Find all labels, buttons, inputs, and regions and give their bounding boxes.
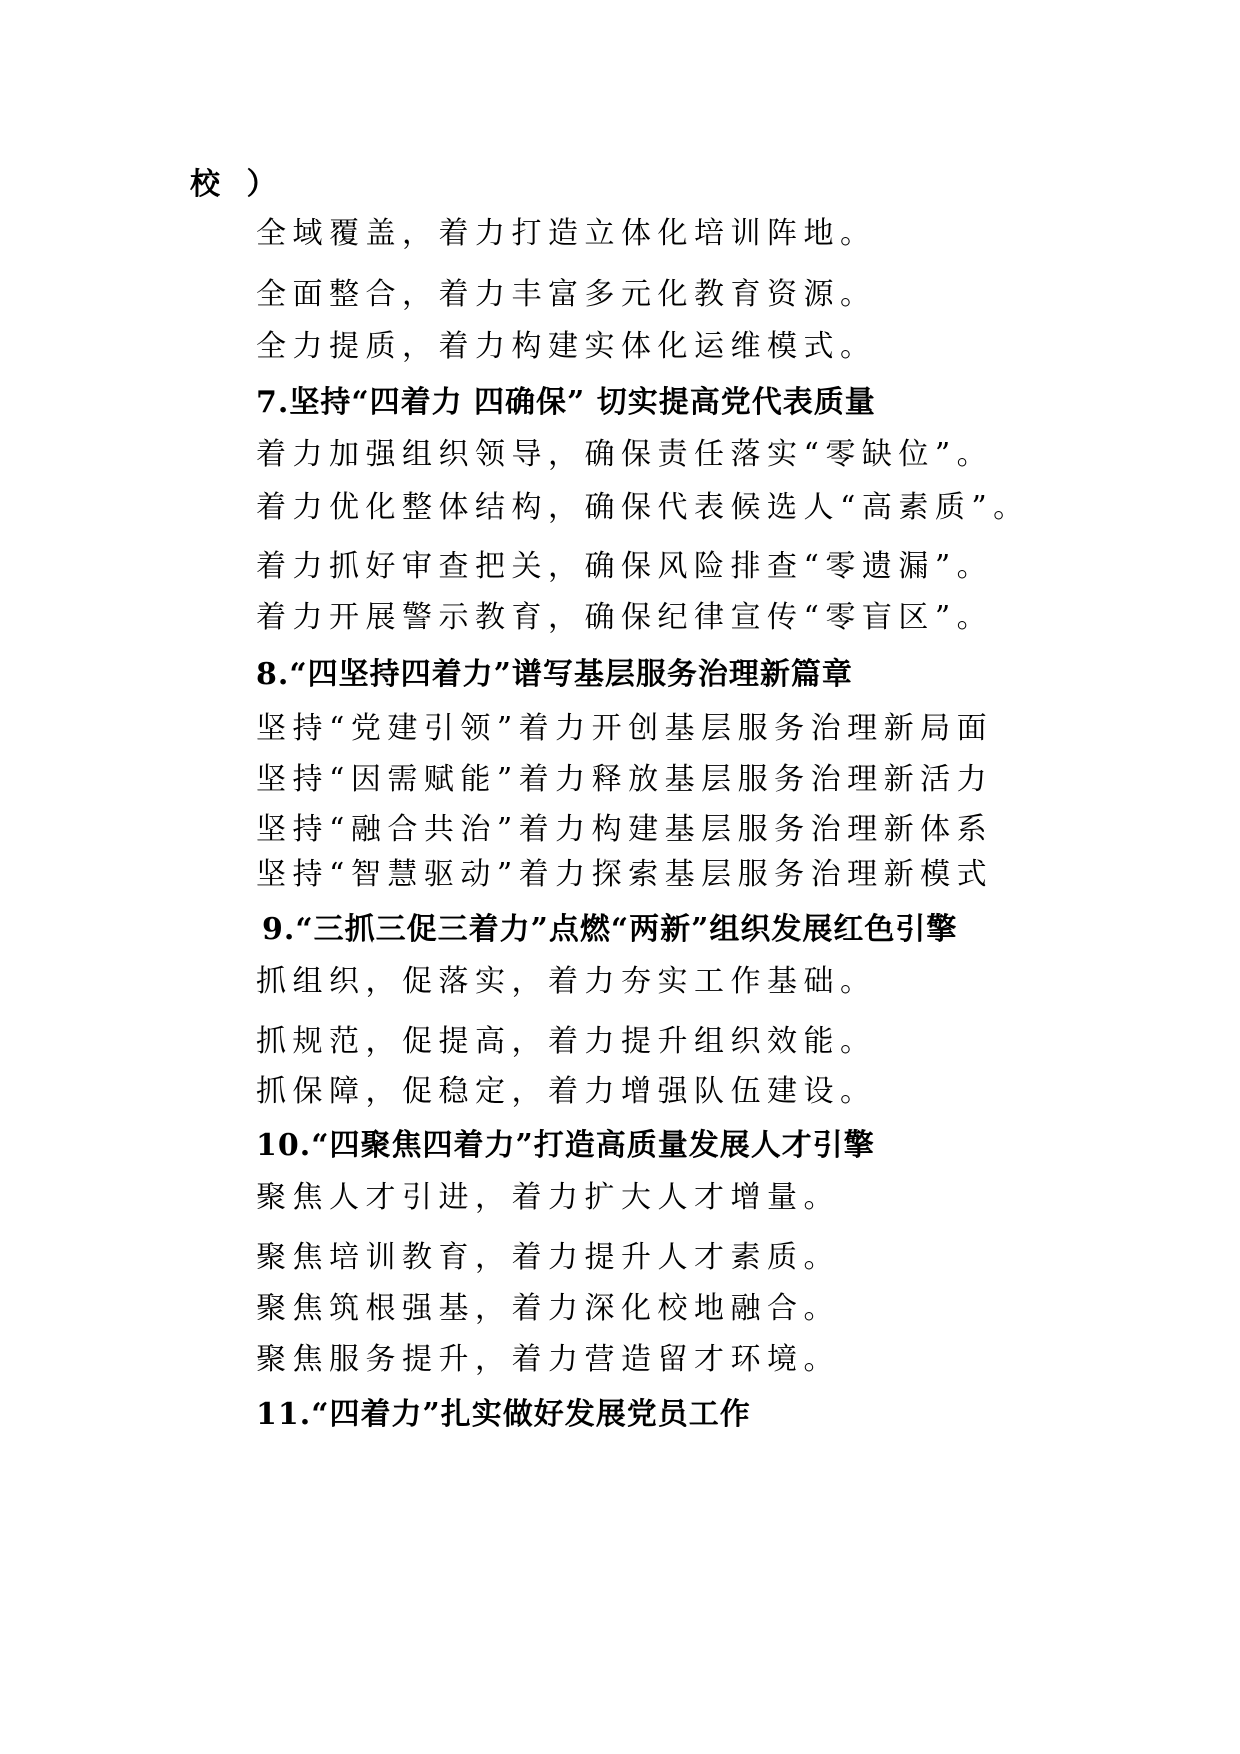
- body-line: 抓保障，促稳定，着力增强队伍建设。: [256, 1074, 877, 1109]
- body-line: 坚持“融合共治”着力构建基层服务治理新体系: [256, 812, 994, 847]
- body-line: 聚焦筑根强基，着力深化校地融合。: [256, 1291, 840, 1326]
- section-heading-10: 10.“四聚焦四着力”打造高质量发展人才引擎: [256, 1128, 875, 1163]
- body-line: 坚持“智慧驱动”着力探索基层服务治理新模式: [256, 857, 994, 892]
- body-line: 坚持“党建引领”着力开创基层服务治理新局面: [256, 711, 994, 746]
- body-line: 抓组织，促落实，着力夯实工作基础。: [256, 964, 877, 999]
- body-line: 着力加强组织领导，确保责任落实“零缺位”。: [256, 437, 994, 472]
- continuation-line: 校 ）: [190, 167, 285, 202]
- body-line: 坚持“因需赋能”着力释放基层服务治理新活力: [256, 762, 994, 797]
- section-heading-11: 11.“四着力”扎实做好发展党员工作: [256, 1397, 751, 1432]
- body-line: 全面整合，着力丰富多元化教育资源。: [256, 277, 877, 312]
- body-line: 着力抓好审查把关，确保风险排查“零遗漏”。: [256, 549, 994, 584]
- section-heading-9: 9.“三抓三促三着力”点燃“两新”组织发展红色引擎: [262, 912, 958, 947]
- section-heading-7: 7.坚持“四着力 四确保” 切实提高党代表质量: [256, 385, 876, 420]
- body-line: 聚焦培训教育，着力提升人才素质。: [256, 1240, 840, 1275]
- body-line: 着力开展警示教育，确保纪律宣传“零盲区”。: [256, 600, 994, 635]
- body-line: 全力提质，着力构建实体化运维模式。: [256, 329, 877, 364]
- body-line: 聚焦服务提升，着力营造留才环境。: [256, 1342, 840, 1377]
- section-heading-8: 8.“四坚持四着力”谱写基层服务治理新篇章: [256, 657, 853, 692]
- body-line: 抓规范，促提高，着力提升组织效能。: [256, 1024, 877, 1059]
- body-line: 着力优化整体结构，确保代表候选人“高素质”。: [256, 490, 1030, 525]
- body-line: 聚焦人才引进，着力扩大人才增量。: [256, 1180, 840, 1215]
- body-line: 全域覆盖，着力打造立体化培训阵地。: [256, 216, 877, 251]
